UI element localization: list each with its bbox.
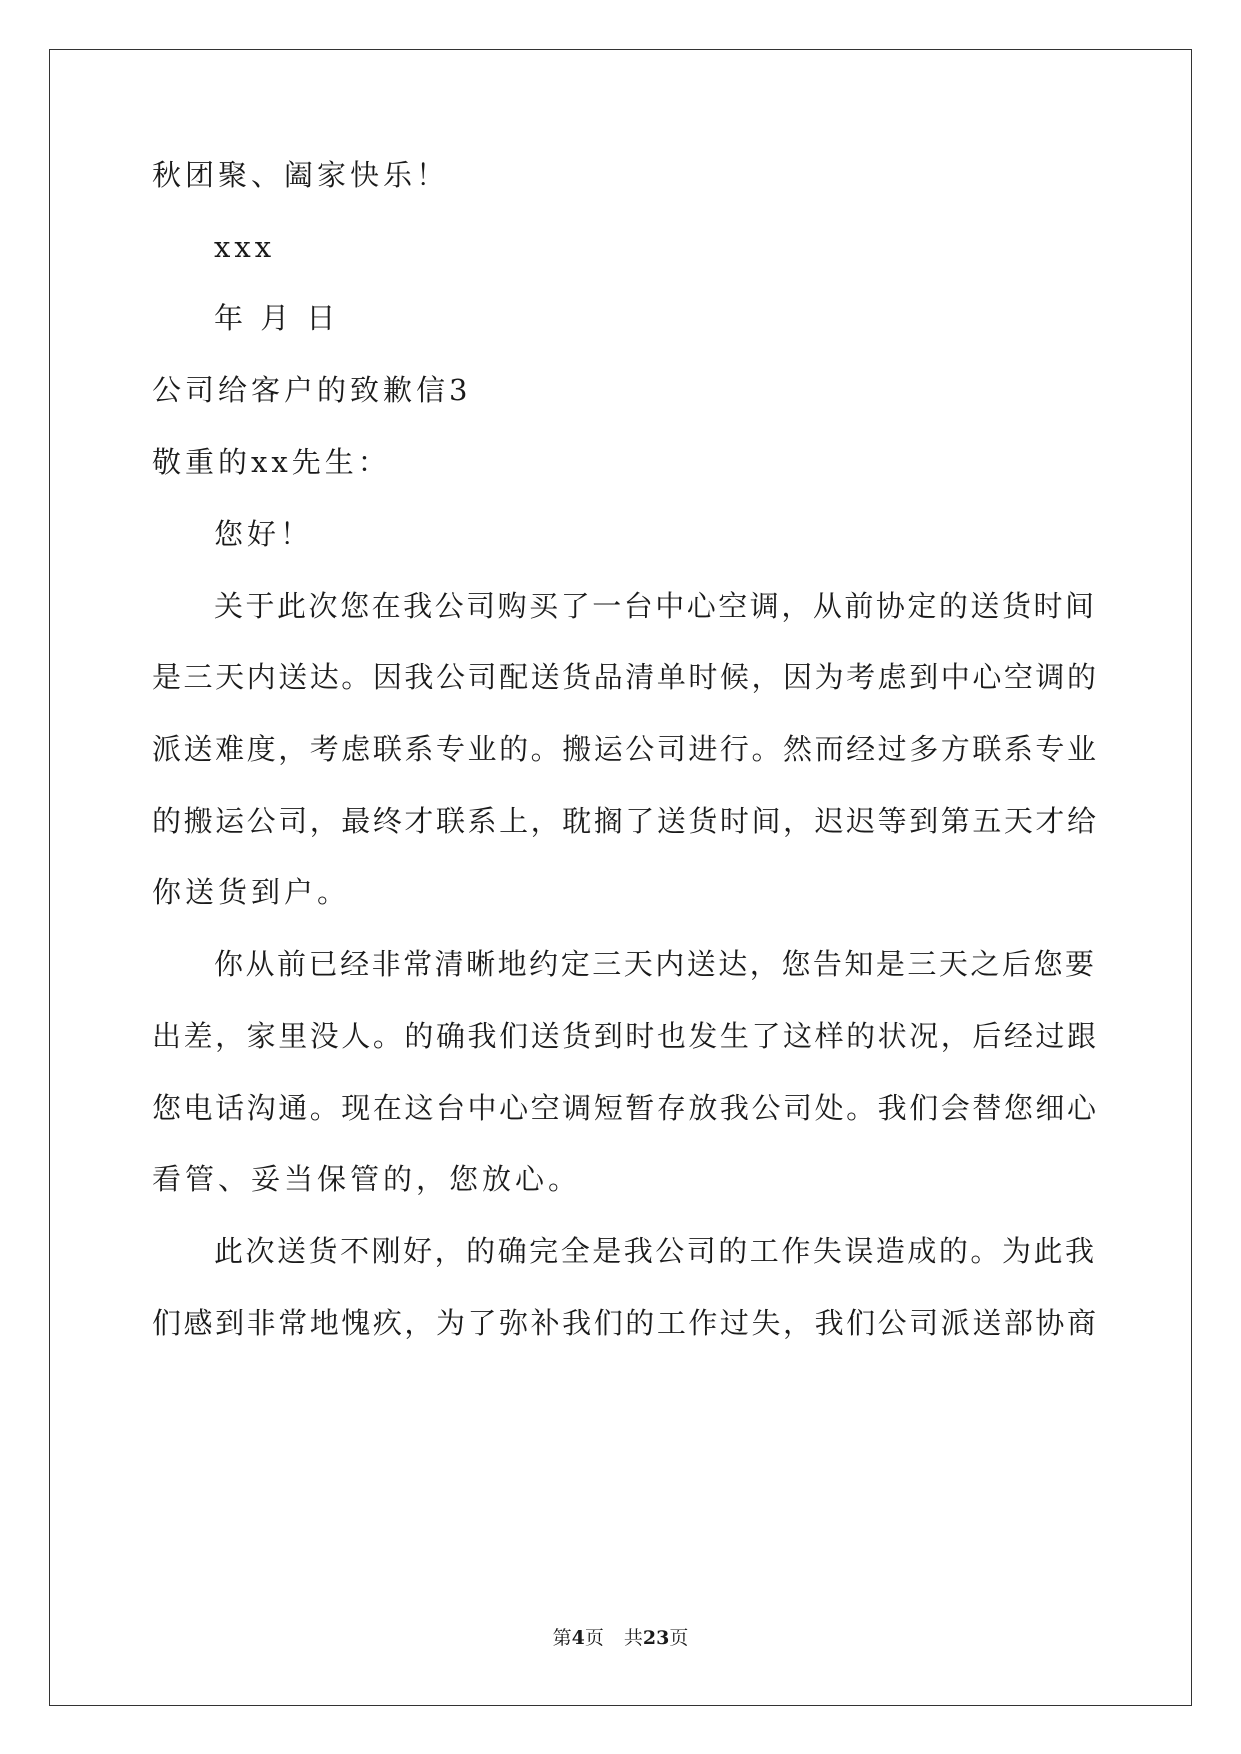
footer-total-prefix: 共 bbox=[623, 1627, 643, 1649]
page-footer bbox=[0, 1626, 1241, 1650]
signature-name: xxx bbox=[214, 230, 276, 264]
paragraph-line: 您电话沟通。现在这台中心空调短暂存放我公司处。我们会替您细心 bbox=[152, 1091, 1096, 1125]
paragraph-line: 出差，家里没人。的确我们送货到时也发生了这样的状况，后经过跟 bbox=[152, 1019, 1096, 1053]
paragraph-line: 关于此次您在我公司购买了一台中心空调，从前协定的送货时间 bbox=[214, 589, 1094, 623]
paragraph-line: 你从前已经非常清晰地约定三天内送达，您告知是三天之后您要 bbox=[214, 947, 1094, 981]
letter-title: 公司给客户的致歉信3 bbox=[152, 373, 472, 407]
paragraph-line: 们感到非常地愧疚，为了弥补我们的工作过失，我们公司派送部协商 bbox=[152, 1306, 1096, 1340]
total-pages: 23 bbox=[642, 1627, 670, 1649]
footer-prefix: 第 bbox=[552, 1627, 572, 1649]
footer-total-suffix: 页 bbox=[669, 1627, 689, 1649]
paragraph-line: 此次送货不刚好，的确完全是我公司的工作失误造成的。为此我 bbox=[214, 1234, 1094, 1268]
paragraph-line: 派送难度，考虑联系专业的。搬运公司进行。然而经过多方联系专业 bbox=[152, 732, 1096, 766]
signature-date: 年 月 日 bbox=[214, 301, 340, 335]
body-line: 秋团聚、阖家快乐！ bbox=[152, 158, 450, 192]
greeting: 您好！ bbox=[214, 517, 314, 551]
paragraph-line: 是三天内送达。因我公司配送货品清单时候，因为考虑到中心空调的 bbox=[152, 660, 1096, 694]
paragraph-line: 看管、妥当保管的，您放心。 bbox=[152, 1162, 582, 1196]
paragraph-line: 你送货到户。 bbox=[152, 875, 351, 909]
page-number: 4 bbox=[571, 1627, 585, 1649]
paragraph-line: 的搬运公司，最终才联系上，耽搁了送货时间，迟迟等到第五天才给 bbox=[152, 804, 1096, 838]
footer-page-suffix: 页 bbox=[584, 1627, 604, 1649]
salutation: 敬重的xx先生： bbox=[152, 445, 391, 479]
